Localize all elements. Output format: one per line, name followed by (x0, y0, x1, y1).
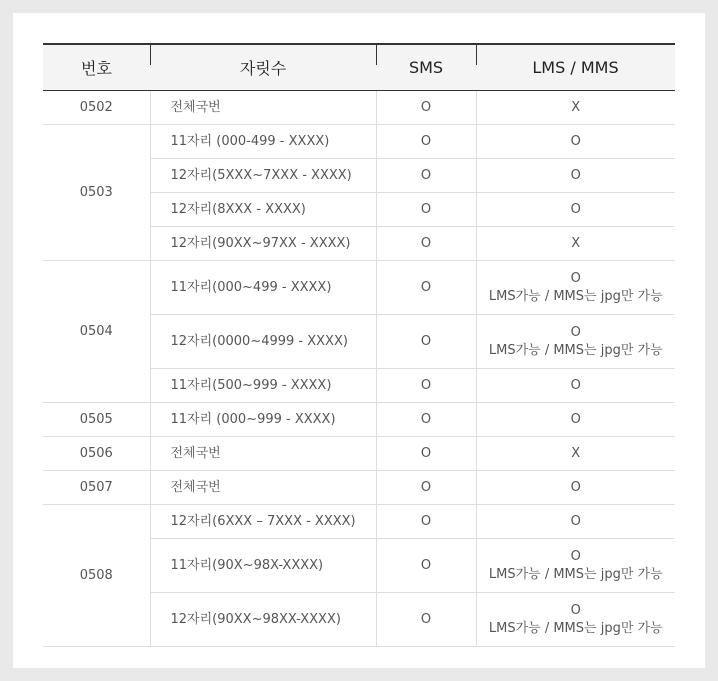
table-row (43, 505, 675, 539)
sms-cell: O (376, 593, 476, 647)
lms-cell: O (476, 193, 675, 227)
prefix-number: 0505 (43, 403, 150, 437)
digits-cell: 12자리(6XXX – 7XXX - XXXX) (150, 505, 376, 539)
lms-cell: X (476, 91, 675, 125)
header-sms: SMS (376, 44, 476, 91)
sms-cell: O (376, 315, 476, 369)
lms-note: LMS가능 / MMS는 jpg만 가능 (488, 342, 663, 358)
prefix-number: 0506 (43, 437, 150, 471)
digits-cell: 11자리(500~999 - XXXX) (150, 369, 376, 403)
digits-cell: 전체국번 (150, 437, 376, 471)
sms-cell: O (376, 505, 476, 539)
table-row (43, 471, 675, 505)
sms-cell: O (376, 193, 476, 227)
lms-cell: X (476, 437, 675, 471)
prefix-number: 0507 (43, 471, 150, 505)
lms-cell: O (476, 403, 675, 437)
table-row (43, 403, 675, 437)
header-num: 번호 (43, 44, 150, 91)
lms-value: O (570, 602, 581, 618)
lms-cell: O (476, 125, 675, 159)
header-digits: 자릿수 (150, 44, 376, 91)
lms-cell: O (476, 369, 675, 403)
lms-cell (476, 261, 675, 315)
lms-note: LMS가능 / MMS는 jpg만 가능 (488, 288, 663, 304)
table-row (43, 125, 675, 159)
content-card (13, 13, 705, 668)
digits-cell: 전체국번 (150, 91, 376, 125)
sms-cell: O (376, 159, 476, 193)
lms-value: O (570, 324, 581, 340)
digits-cell: 12자리(8XXX - XXXX) (150, 193, 376, 227)
digits-cell: 11자리(90X~98X-XXXX) (150, 539, 376, 593)
digits-cell: 12자리(90XX~98XX-XXXX) (150, 593, 376, 647)
sms-cell: O (376, 91, 476, 125)
digits-cell: 12자리(5XXX~7XXX - XXXX) (150, 159, 376, 193)
lms-value: O (570, 270, 581, 286)
sms-cell: O (376, 227, 476, 261)
prefix-number: 0508 (43, 505, 150, 647)
lms-cell (476, 315, 675, 369)
lms-cell: O (476, 159, 675, 193)
lms-cell (476, 593, 675, 647)
digits-cell: 12자리(0000~4999 - XXXX) (150, 315, 376, 369)
lms-cell: O (476, 471, 675, 505)
prefix-number: 0502 (43, 91, 150, 125)
lms-cell (476, 539, 675, 593)
prefix-table (43, 43, 675, 647)
table-row (43, 91, 675, 125)
lms-note: LMS가능 / MMS는 jpg만 가능 (488, 620, 663, 636)
sms-cell: O (376, 125, 476, 159)
sms-cell: O (376, 403, 476, 437)
table-header-row (43, 44, 675, 91)
sms-cell: O (376, 539, 476, 593)
header-lms-mms: LMS / MMS (476, 44, 675, 91)
sms-cell: O (376, 261, 476, 315)
digits-cell: 11자리 (000~999 - XXXX) (150, 403, 376, 437)
lms-value: O (570, 548, 581, 564)
table-row (43, 261, 675, 315)
lms-note: LMS가능 / MMS는 jpg만 가능 (488, 566, 663, 582)
digits-cell: 11자리 (000-499 - XXXX) (150, 125, 376, 159)
digits-cell: 11자리(000~499 - XXXX) (150, 261, 376, 315)
digits-cell: 12자리(90XX~97XX - XXXX) (150, 227, 376, 261)
lms-cell: O (476, 505, 675, 539)
prefix-number: 0503 (43, 125, 150, 261)
sms-cell: O (376, 369, 476, 403)
digits-cell: 전체국번 (150, 471, 376, 505)
sms-cell: O (376, 471, 476, 505)
lms-cell: X (476, 227, 675, 261)
prefix-number: 0504 (43, 261, 150, 403)
sms-cell: O (376, 437, 476, 471)
table-row (43, 437, 675, 471)
